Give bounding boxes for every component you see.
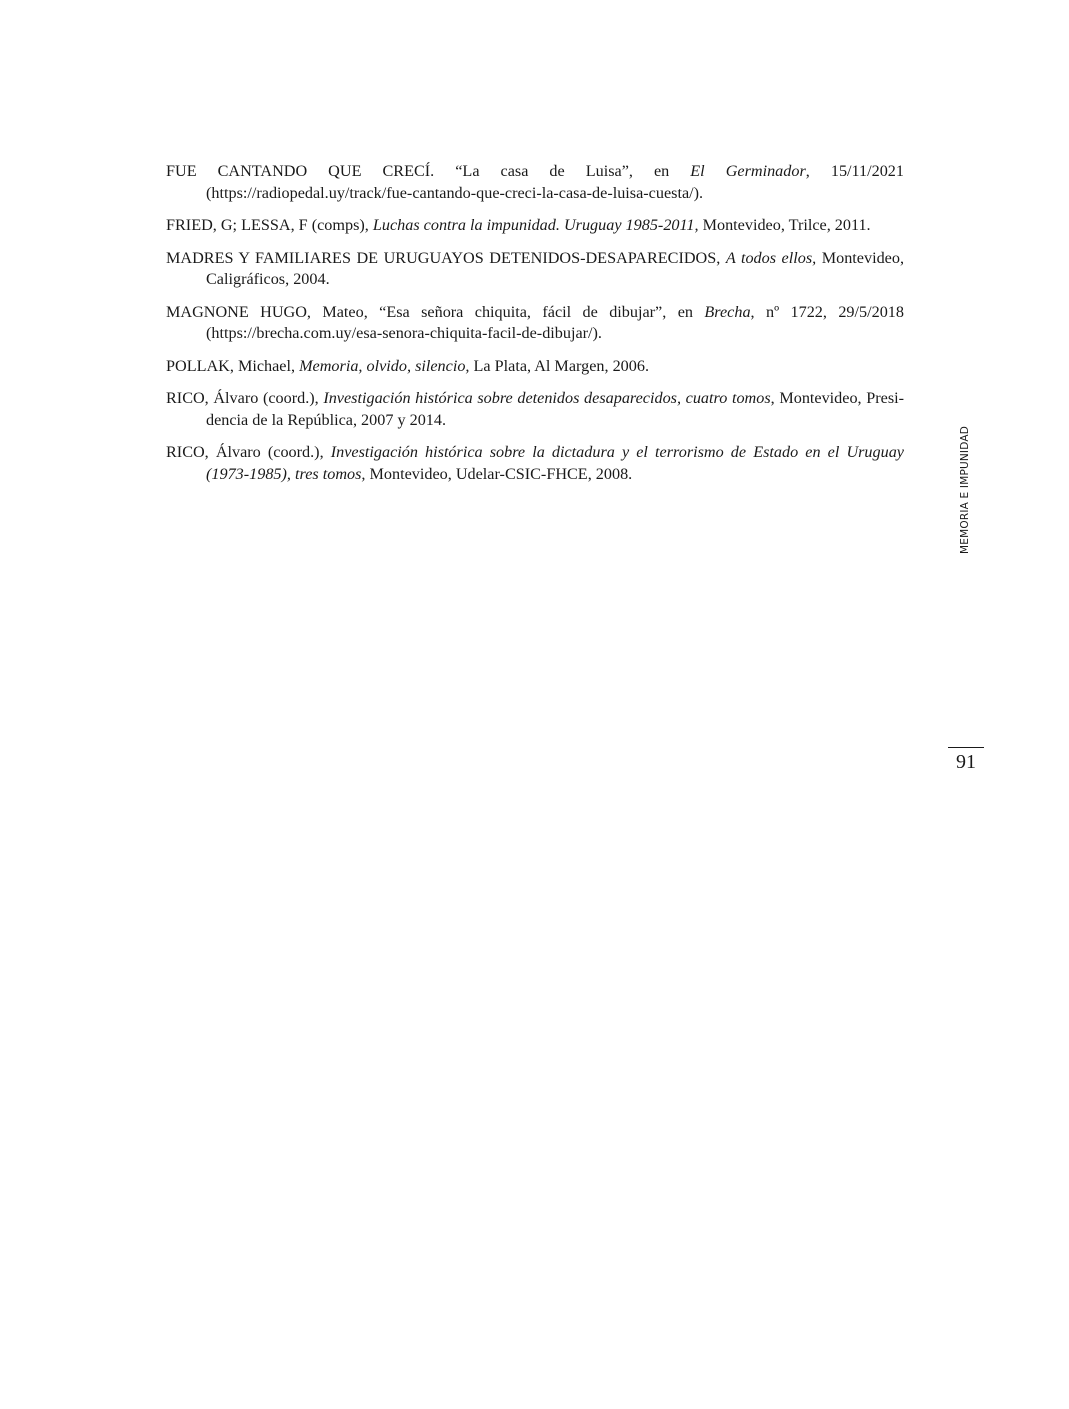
reference-details: Montevideo, Trilce, 2011. bbox=[698, 216, 871, 234]
reference-entry bbox=[166, 442, 904, 485]
reference-entry bbox=[166, 215, 904, 237]
reference-entry bbox=[166, 356, 904, 378]
reference-entry bbox=[166, 161, 904, 204]
reference-details: Montevideo, Udelar-CSIC-FHCE, 2008. bbox=[365, 464, 633, 483]
reference-author: MADRES Y FAMILIARES DE URUGUAYOS DETENIDOS-DESAPARECIDOS, bbox=[166, 248, 726, 267]
reference-entry bbox=[166, 388, 904, 431]
reference-author: MAGNONE HUGO, Mateo, “Esa señora chiquita, fácil de dibujar”, en bbox=[166, 302, 705, 321]
reference-author: POLLAK, Michael, bbox=[166, 356, 300, 375]
reference-title: A todos ellos, bbox=[725, 248, 817, 267]
reference-details: Montevideo, Caligráficos, 2004. bbox=[206, 248, 904, 288]
reference-details: , nº 1722, 29/5/2018 (https://brecha.com.uy/esa-senora-chiquita-facil-de-dibujar/). bbox=[206, 302, 904, 342]
reference-author: FRIED, G; LESSA, F (comps), bbox=[166, 216, 373, 234]
reference-title: El Germinador bbox=[690, 162, 806, 180]
reference-title: Luchas contra la impunidad. Uruguay 1985-2011, bbox=[372, 216, 699, 234]
reference-author: RICO, Álvaro (coord.), bbox=[166, 389, 324, 407]
reference-entry bbox=[166, 302, 904, 345]
reference-title: Investigación histórica sobre detenidos desaparecidos, cuatro tomos bbox=[323, 389, 771, 407]
running-head: MEMORIA E IMPUNIDAD bbox=[959, 426, 971, 554]
page-number: 91 bbox=[956, 751, 976, 773]
reference-details: La Plata, Al Margen, 2006. bbox=[469, 356, 650, 375]
reference-title: Investigación histórica sobre la dictadura y el terrorismo de Estado en el Uruguay (1973-1985), tres tomos, bbox=[206, 443, 904, 483]
page-number-rule bbox=[948, 747, 984, 748]
reference-author: RICO, Álvaro (coord.), bbox=[166, 443, 331, 461]
reference-details: , Montevideo, Presidencia de la República, 2007 y 2014. bbox=[206, 389, 905, 429]
reference-title: Brecha bbox=[704, 302, 751, 321]
bibliography-list bbox=[166, 161, 904, 496]
reference-details: , 15/11/2021 (https://radiopedal.uy/track/fue-cantando-que-creci-la-casa-de-luisa-cuesta/). bbox=[206, 162, 904, 202]
reference-entry bbox=[166, 248, 904, 291]
reference-title: Memoria, olvido, silencio, bbox=[299, 356, 470, 375]
reference-author: FUE CANTANDO QUE CRECÍ. “La casa de Luisa”, en bbox=[166, 162, 691, 180]
